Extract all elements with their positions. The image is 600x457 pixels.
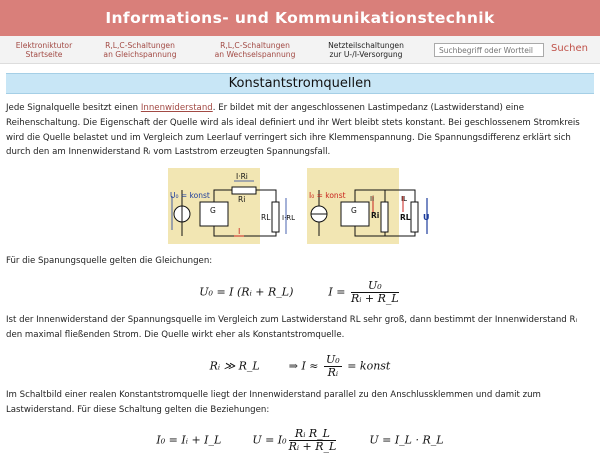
paragraph-konstantstromquelle: Im Schaltbild einer realen Konstantstromquelle liegt der Innenwiderstand parallel zu den Anschlussklemmen und damit zum Lastwiderstand. Für diese Schaltung gelten die Beziehungen:: [6, 390, 541, 415]
equation-row-3: [0, 428, 600, 453]
nav-item-line1: R,L,C-Schaltungen: [105, 41, 175, 50]
equation-ri-much-greater: Rᵢ ≫ R_L: [209, 359, 260, 373]
nav-item-line1: R,L,C-Schaltungen: [220, 41, 290, 50]
paragraph-innenwiderstand: Ist der Innenwiderstand der Spannungsquelle im Vergleich zum Lastwiderstand RL sehr groß, dann bestimmt der Innenwiderstand Rᵢ den maximal fließenden Strom. Die Quelle wirkt eher als Konstantstromquelle.: [6, 315, 577, 340]
ii-label: Ii: [370, 195, 375, 203]
equation-current-sum: I₀ = Iᵢ + I_L: [156, 433, 222, 447]
nav-item-line1: Netzteilschaltungen: [328, 41, 404, 50]
innenwiderstand-link[interactable]: Innenwiderstand: [140, 103, 213, 113]
generator-label: G: [210, 206, 216, 215]
equation-i-fraction: [351, 280, 399, 305]
u-label: U: [423, 213, 430, 222]
rl-label: RL: [261, 213, 271, 222]
equation-i-lhs: I =: [328, 285, 349, 299]
site-banner: [0, 0, 600, 36]
fraction-numerator: U₀: [326, 353, 340, 366]
nav-item-gleichspannung[interactable]: [96, 41, 184, 59]
equation-approx-lhs: ⇒ I ≈: [288, 359, 323, 373]
equation-row-1: [0, 280, 600, 305]
search-button[interactable]: Suchen: [551, 43, 589, 54]
i0-label: I₀ = konst: [309, 191, 346, 200]
ri-label: Ri: [238, 195, 246, 204]
fraction-denominator: Rᵢ + R_L: [350, 292, 399, 305]
equation-row-2: [0, 354, 600, 379]
current-source-circuit: [307, 168, 437, 244]
nav-item-line2: an Gleichspannung: [103, 50, 177, 59]
resistor-ri: [232, 187, 256, 194]
equation-approx-rhs: = konst: [343, 359, 391, 373]
nav-item-line2: Startseite: [25, 50, 63, 59]
fraction-denominator: Rᵢ: [327, 366, 339, 379]
voltage-source-circuit: [168, 168, 303, 244]
nav-item-startseite[interactable]: [8, 41, 80, 59]
nav-item-wechselspannung[interactable]: [206, 41, 304, 59]
fraction-numerator: U₀: [351, 280, 399, 293]
equation-u0: U₀ = I (Rᵢ + R_L): [199, 285, 294, 299]
resistor-rl: [272, 202, 279, 232]
page-title: Konstantstromquellen: [228, 76, 372, 91]
ri-label: Ri: [371, 211, 380, 220]
intro-text-start: Jede Signalquelle besitzt einen: [6, 103, 141, 113]
equation-approx-fraction: [324, 354, 342, 379]
rl-label: RL: [400, 213, 411, 222]
site-title: Informations- und Kommunikationstechnik: [105, 9, 495, 27]
generator-label: G: [351, 206, 357, 215]
iri-label: I·Ri: [236, 172, 248, 181]
intro-text-end: . Er bildet mit der angeschlossenen Lastimpedanz (Lastwiderstand) eine Reihenschaltung. Die Eigenschaft der Quelle wird als ideal definiert und ihr Wert bleibt stets konstant. Bei geschlossenem Stromkreis wird die Quelle belastet und im Vergleich zum Leerlauf verringert sich ihre Klemmenspannung. Die Spannungsdifferenz erklärt sich durch den am Innenwiderstand Rᵢ vom Laststrom erzeugten Spannungsfall.: [6, 103, 580, 158]
u0-label: U₀ = konst: [170, 191, 210, 200]
equation-u-lhs: U = I₀: [252, 433, 287, 447]
top-navigation: [0, 36, 600, 64]
nav-item-netzteilschaltungen[interactable]: [318, 41, 414, 59]
nav-item-line2: an Wechselspannung: [214, 50, 296, 59]
il-label: IL: [401, 195, 407, 203]
fraction-denominator: Rᵢ + R_L: [288, 440, 337, 453]
paragraph-spanungsquelle: Für die Spanungsquelle gelten die Gleichungen:: [6, 256, 213, 266]
search-input[interactable]: [434, 43, 544, 57]
nav-item-line2: zur U-/I-Versorgung: [329, 50, 403, 59]
page-heading-bar: [6, 73, 594, 94]
current-label: I: [238, 227, 241, 236]
resistor-ri: [381, 202, 388, 232]
nav-item-line1: Elektroniktutor: [15, 41, 73, 50]
irl-label: I·RL: [282, 214, 296, 222]
intro-paragraph: [6, 101, 594, 160]
fraction-numerator: Rᵢ R_L: [289, 428, 337, 441]
equation-u-il-rl: U = I_L · R_L: [369, 433, 444, 447]
resistor-rl: [411, 202, 418, 232]
equation-u-fraction: [289, 428, 337, 453]
